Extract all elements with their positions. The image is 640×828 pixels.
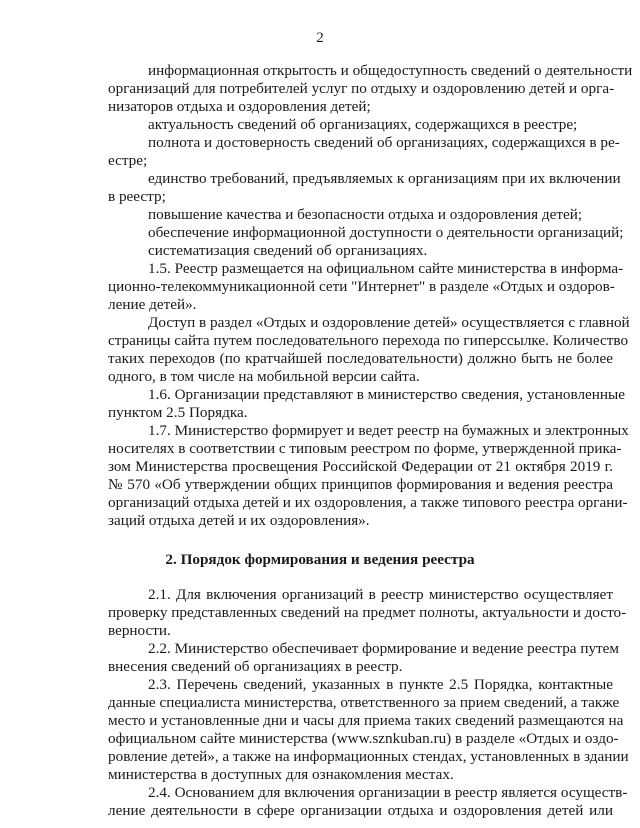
text-line: Доступ в раздел «Отдых и оздоровление детей» осуществляется с главной xyxy=(148,314,630,331)
text-line: актуальность сведений об организациях, содержащихся в реестре; xyxy=(148,116,578,133)
text-line: № 570 «Об утверждении общих принципов формирования и ведения реестра xyxy=(108,476,613,493)
text-line: 2.2. Министерство обеспечивает формирование и ведение реестра путем xyxy=(148,640,620,657)
text-line: единство требований, предъявляемых к организациям при их включении xyxy=(148,170,621,187)
text-line: министерства в доступных для ознакомления местах. xyxy=(108,766,454,783)
text-line: 1.5. Реестр размещается на официальном сайте министерства в информа- xyxy=(148,260,624,277)
text-line: заций отдыха детей и их оздоровления». xyxy=(108,512,370,529)
text-line: полнота и достоверность сведений об организациях, содержащихся в ре- xyxy=(148,134,620,151)
text-line: естре; xyxy=(108,152,148,169)
text-line: организаций для потребителей услуг по отдыху и оздоровлению детей и орга- xyxy=(108,80,615,97)
text-line: ровление детей», а также на информационных стендах, установленных в здании xyxy=(108,748,629,765)
text-line: официальном сайте министерства (www.sznkuban.ru) в разделе «Отдых и оздо- xyxy=(108,730,619,747)
text-line: одного, в том числе на мобильной версии сайта. xyxy=(108,368,420,385)
text-line: 2.3. Перечень сведений, указанных в пункте 2.5 Порядка, контактные xyxy=(148,676,613,693)
text-line: организаций отдыха детей и их оздоровления, а также типового реестра органи- xyxy=(108,494,628,511)
text-line: 2.1. Для включения организаций в реестр министерство осуществляет xyxy=(148,586,613,603)
text-line: информационная открытость и общедоступность сведений о деятельности xyxy=(148,62,633,79)
text-line: место и установленные дни и часы для приема таких сведений размещаются на xyxy=(108,712,624,729)
page-number: 2 xyxy=(316,30,324,46)
text-line: пунктом 2.5 Порядка. xyxy=(108,404,248,421)
text-line: 2.4. Основанием для включения организации в реестр является осуществ- xyxy=(148,784,628,801)
text-line: верности. xyxy=(108,622,171,639)
text-line: носителях в соответствии с типовым реестром по форме, утвержденной прика- xyxy=(108,440,622,457)
text-line: ление деятельности в сфере организации отдыха и оздоровления детей или xyxy=(108,802,613,819)
text-line: ление детей». xyxy=(108,296,197,313)
text-line: проверку представленных сведений на предмет полноты, актуальности и досто- xyxy=(108,604,627,621)
text-line: в реестр; xyxy=(108,188,166,205)
text-line: ционно-телекоммуникационной сети "Интернет" в разделе «Отдых и оздоров- xyxy=(108,278,615,295)
text-line: повышение качества и безопасности отдыха и оздоровления детей; xyxy=(148,206,583,223)
text-line: внесения сведений об организациях в реестр. xyxy=(108,658,403,675)
text-line: систематизация сведений об организациях. xyxy=(148,242,428,259)
text-line: 1.6. Организации представляют в министерство сведения, установленные xyxy=(148,386,625,403)
text-line: низаторов отдыха и оздоровления детей; xyxy=(108,98,371,115)
text-line: таких переходов (по кратчайшей последовательности) должно быть не более xyxy=(108,350,613,367)
section-heading: 2. Порядок формирования и ведения реестра xyxy=(165,551,475,568)
text-line: данные специалиста министерства, ответственного за прием сведений, а также xyxy=(108,694,620,711)
text-line: зом Министерства просвещения Российской Федерации от 21 октября 2019 г. xyxy=(108,458,613,475)
text-line: 1.7. Министерство формирует и ведет реестр на бумажных и электронных xyxy=(148,422,629,439)
text-line: страницы сайта путем последовательного перехода по гиперссылке. Количество xyxy=(108,332,629,349)
text-line: обеспечение информационной доступности о деятельности организаций; xyxy=(148,224,624,241)
